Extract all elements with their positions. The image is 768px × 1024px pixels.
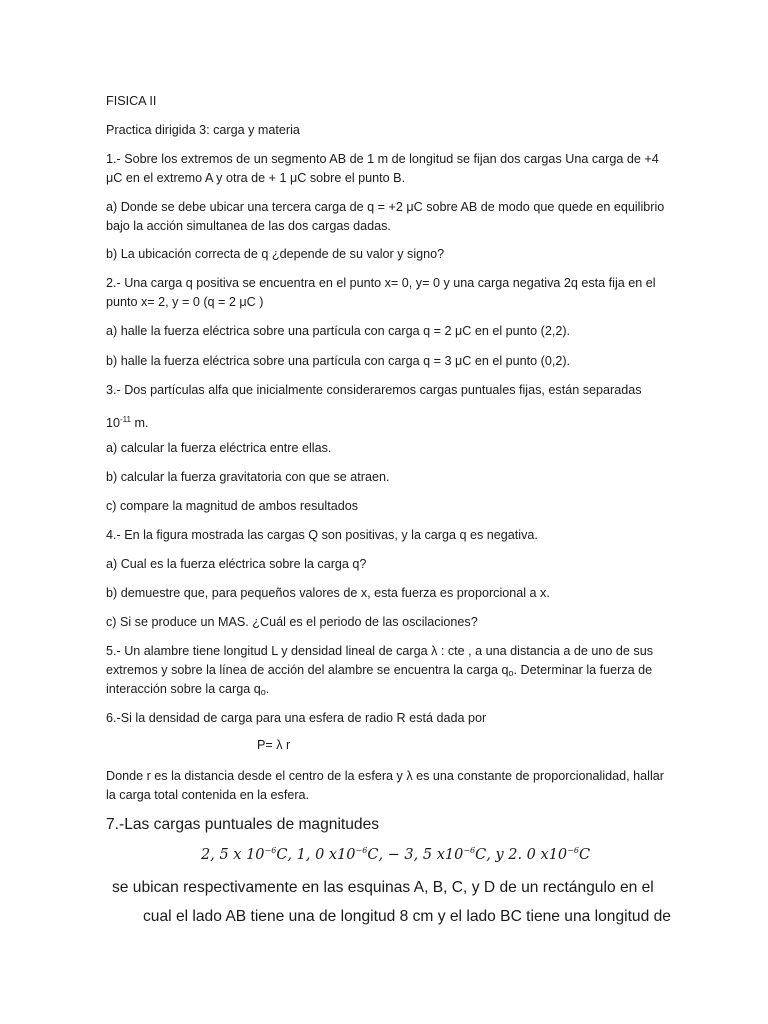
- problem-5-line3: [106, 680, 666, 702]
- problem-4a: a) Cual es la fuerza eléctrica sobre la carga q?: [106, 557, 367, 571]
- problem-4c: c) Si se produce un MAS. ¿Cuál es el periodo de las oscilaciones?: [106, 615, 478, 629]
- charge-term-2: 𝐶, 1, 0 𝑥10: [276, 846, 356, 863]
- distance-base: 10: [106, 416, 121, 431]
- charge-term-1: 2, 5 𝑥 10: [201, 846, 265, 863]
- problem-3c: c) compare la magnitud de ambos resultados: [106, 499, 359, 513]
- charge-term-5: 𝐶: [578, 846, 591, 863]
- problem-1a: a) Donde se debe ubicar una tercera carga de q = +2 μC sobre AB de modo que quede en equilibrio bajo la acción simultanea de las dos cargas dadas.: [106, 200, 665, 233]
- course-title: FISICA II: [106, 94, 157, 108]
- problem-4b: b) demuestre que, para pequeños valores de x, esta fuerza es proporcional a x.: [106, 586, 550, 600]
- problem-3-distance: [106, 410, 666, 433]
- charge-subscript: o: [508, 668, 514, 678]
- charge-subscript: o: [260, 687, 266, 697]
- problem-6: 6.-Si la densidad de carga para una esfera de radio R está dada por: [106, 711, 487, 725]
- problem-5-line3-tail: .: [265, 682, 270, 696]
- charge-term-4: 𝐶, 𝑦 2. 0 𝑥10: [475, 846, 568, 863]
- problem-7-line3: cual el lado AB tiene una de longitud 8 cm y el lado BC tiene una longitud de: [143, 908, 671, 925]
- problem-3b: b) calcular la fuerza gravitatoria con que se atraen.: [106, 470, 390, 484]
- problem-6-text: Donde r es la distancia desde el centro de la esfera y λ es una constante de proporcionalidad, hallar la carga total contenida en la esfera.: [106, 769, 664, 802]
- problem-5-line2-text: extremos y sobre la línea de acción del alambre se encuentra la carga q: [106, 663, 509, 677]
- problem-2b: b) halle la fuerza eléctrica sobre una partícula con carga q = 3 μC en el punto (0,2).: [106, 354, 571, 368]
- practice-title: Practica dirigida 3: carga y materia: [106, 123, 300, 137]
- problem-1b: b) La ubicación correcta de q ¿depende de su valor y signo?: [106, 247, 445, 261]
- charge-magnitudes-equation: [201, 846, 590, 863]
- distance-unit: m.: [130, 416, 149, 431]
- problem-3: 3.- Dos partículas alfa que inicialmente consideraremos cargas puntuales fijas, están separadas: [106, 383, 642, 397]
- charge-term-3: 𝐶, − 3, 5 𝑥10: [367, 846, 464, 863]
- exponent: −6: [355, 846, 368, 855]
- problem-3a: a) calcular la fuerza eléctrica entre ellas.: [106, 441, 332, 455]
- problem-5-line2-tail: . Determinar la fuerza de: [513, 663, 653, 677]
- problem-4: 4.- En la figura mostrada las cargas Q son positivas, y la carga q es negativa.: [106, 528, 538, 542]
- exponent: −6: [264, 846, 277, 855]
- problem-1: 1.- Sobre los extremos de un segmento AB de 1 m de longitud se fijan dos cargas Una carga de +4 μC en el extremo A y otra de + 1 μC sobre el punto B.: [106, 152, 659, 185]
- exponent: −6: [567, 846, 579, 855]
- density-formula: P= λ r: [257, 738, 291, 752]
- problem-2: 2.- Una carga q positiva se encuentra en el punto x= 0, y= 0 y una carga negativa 2q esta fija en el punto x= 2, y = 0 (q = 2 μC ): [106, 276, 656, 309]
- problem-5-line1: 5.- Un alambre tiene longitud L y densidad lineal de carga λ : cte , a una distancia a de uno de sus: [106, 644, 654, 658]
- exponent: −6: [463, 846, 476, 855]
- problem-7: 7.-Las cargas puntuales de magnitudes: [106, 816, 380, 833]
- problem-2a: a) halle la fuerza eléctrica sobre una partícula con carga q = 2 μC en el punto (2,2).: [106, 324, 571, 338]
- problem-5-line3-text: interacción sobre la carga q: [106, 682, 261, 696]
- problem-7-line2: se ubican respectivamente en las esquinas A, B, C, y D de un rectángulo en el: [112, 879, 654, 896]
- distance-exponent: -11: [120, 415, 131, 424]
